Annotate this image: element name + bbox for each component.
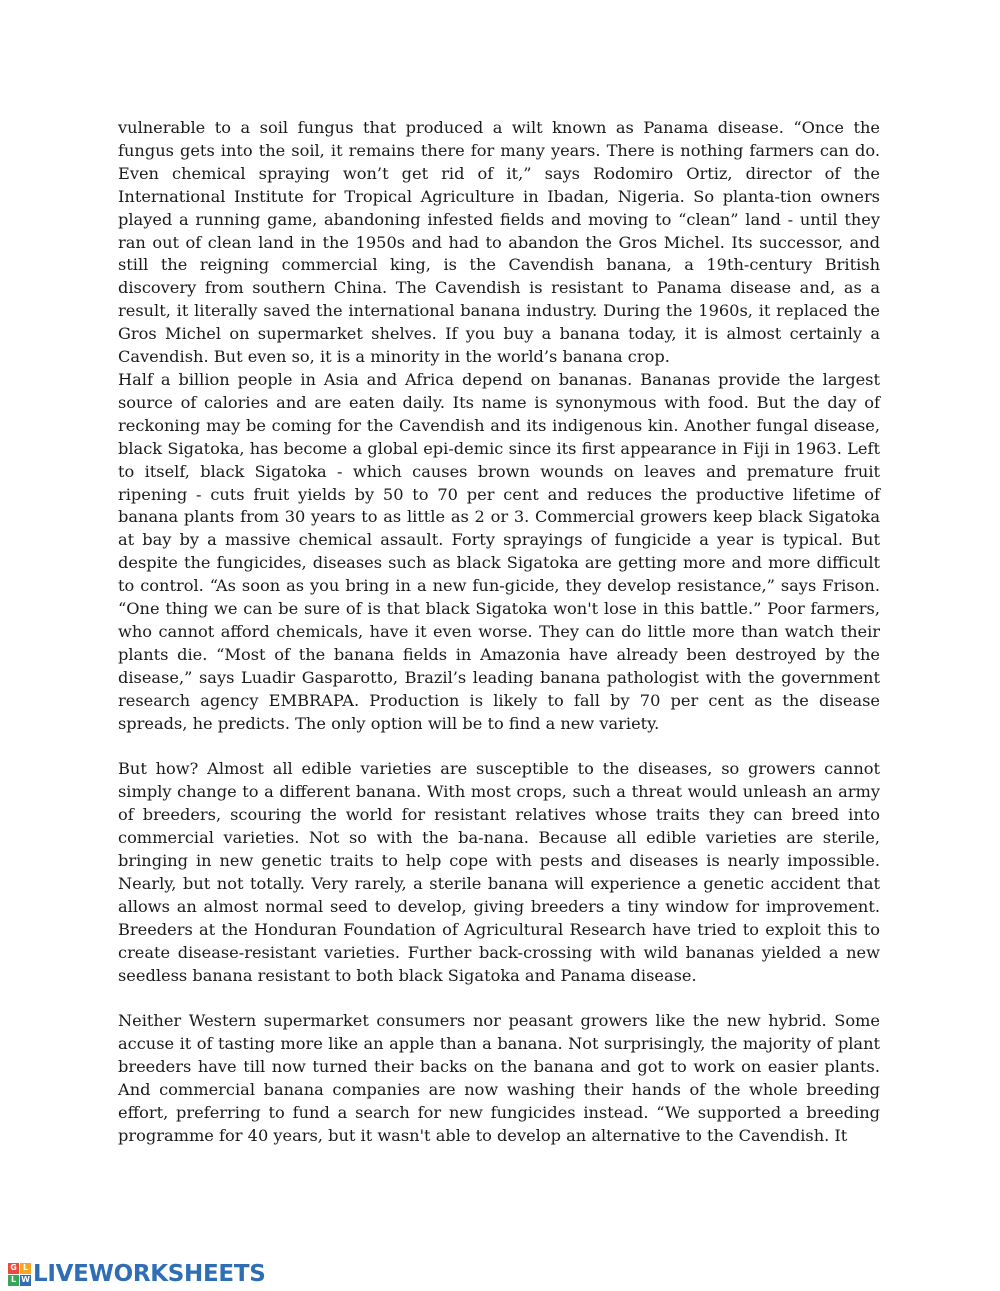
- logo-cell: W: [21, 1275, 30, 1284]
- paragraph-spacer: [118, 735, 880, 758]
- logo-mark-icon: [8, 1263, 31, 1286]
- paragraph-spacer: [118, 987, 880, 1010]
- logo-cell: L: [20, 1263, 31, 1274]
- logo-wordmark: LIVEWORKSHEETS: [33, 1261, 266, 1287]
- document-page: [118, 117, 880, 1148]
- paragraph-new-hybrid: Neither Western supermarket consumers nor peasant growers like the new hybrid. Some accuse it of tasting more like an apple than a banana. Not surprisingly, the majority of plant breeders have till now turned their backs on the banana and got to work on easier plants. And commercial banana companies are now washing their hands of the whole breeding effort, preferring to fund a search for new fungicides instead. “We supported a breeding programme for 40 years, but it wasn't able to develop an alternative to the Cavendish. It: [118, 1011, 880, 1145]
- logo-cell: G: [8, 1263, 19, 1274]
- paragraph-black-sigatoka: Half a billion people in Asia and Africa depend on bananas. Bananas provide the largest source of calories and are eaten daily. Its name is synonymous with food. But the day of reckoning may be coming for the Cavendish and its indigenous kin. Another fungal disease, black Sigatoka, has become a global epi-demic since its first appearance in Fiji in 1963. Left to itself, black Sigatoka - which causes brown wounds on leaves and premature fruit ripening - cuts fruit yields by 50 to 70 per cent and reduces the productive lifetime of banana plants from 30 years to as little as 2 or 3. Commercial growers keep black Sigatoka at bay by a massive chemical assault. Forty sprayings of fungicide a year is typical. But despite the fungicides, diseases such as black Sigatoka are getting more and more difficult to control. “As soon as you bring in a new fun-gicide, they develop resistance,” says Frison. “One thing we can be sure of is that black Sigatoka won't lose in this battle.” Poor farmers, who cannot afford chemicals, have it even worse. They can do little more than watch their plants die. “Most of the banana fields in Amazonia have already been destroyed by the disease,” says Luadir Gasparotto, Brazil’s leading banana pathologist with the government research agency EMBRAPA. Production is likely to fall by 70 per cent as the disease spreads, he predicts. The only option will be to find a new variety.: [118, 369, 880, 733]
- logo-cell: L: [8, 1275, 19, 1286]
- liveworksheets-logo: [8, 1258, 265, 1290]
- paragraph-breeding: But how? Almost all edible varieties are susceptible to the diseases, so growers cannot simply change to a different banana. With most crops, such a threat would unleash an army of breeders, scouring the world for resistant relatives whose traits they can breed into commercial varieties. Not so with the ba-nana. Because all edible varieties are sterile, bringing in new genetic traits to help cope with pests and diseases is nearly impossible. Nearly, but not totally. Very rarely, a sterile banana will experience a genetic accident that allows an almost normal seed to develop, giving breeders a tiny window for improvement. Breeders at the Honduran Foundation of Agricultural Research have tried to exploit this to create disease-resistant varieties. Further back-crossing with wild bananas yielded a new seedless banana resistant to both black Sigatoka and Panama disease.: [118, 759, 880, 985]
- paragraph-panama-disease: vulnerable to a soil fungus that produced a wilt known as Panama disease. “Once the fungus gets into the soil, it remains there for many years. There is nothing farmers can do. Even chemical spraying won’t get rid of it,” says Rodomiro Ortiz, director of the International Institute for Tropical Agriculture in Ibadan, Nigeria. So planta-tion owners played a running game, abandoning infested fields and moving to “clean” land - until they ran out of clean land in the 1950s and had to abandon the Gros Michel. Its successor, and still the reigning commercial king, is the Cavendish banana, a 19th-century British discovery from southern China. The Cavendish is resistant to Panama disease and, as a result, it literally saved the international banana industry. During the 1960s, it replaced the Gros Michel on supermarket shelves. If you buy a banana today, it is almost certainly a Cavendish. But even so, it is a minority in the world’s banana crop.: [118, 118, 880, 367]
